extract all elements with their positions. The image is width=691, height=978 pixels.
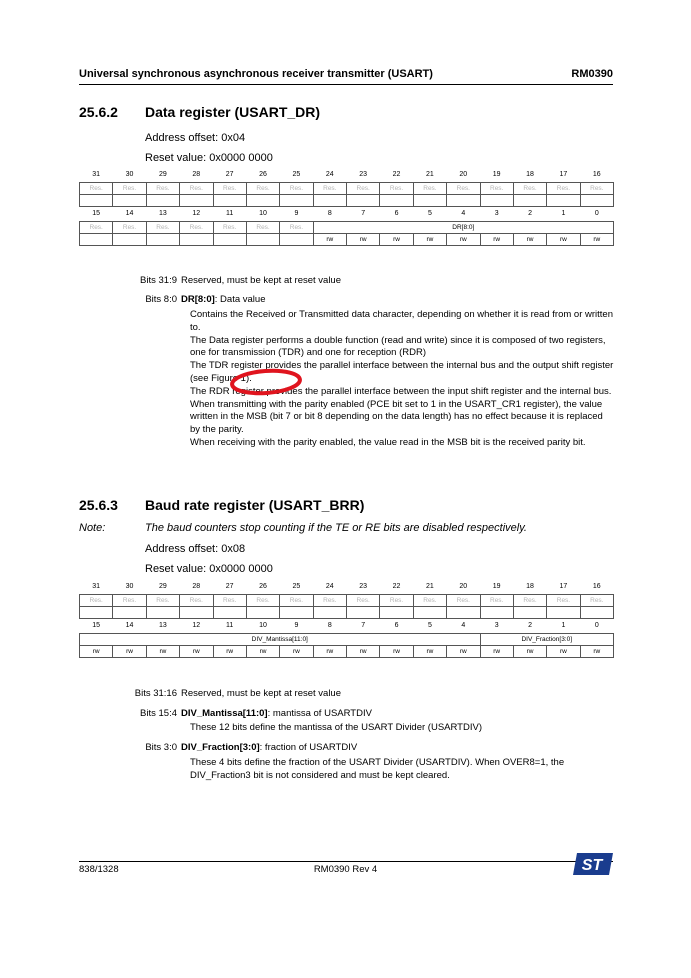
empty-access-cell bbox=[513, 195, 546, 207]
empty-access-cell bbox=[146, 607, 179, 619]
reserved-bit: Res. bbox=[146, 222, 179, 234]
field-name-line bbox=[181, 708, 372, 721]
bit-number: 26 bbox=[259, 583, 267, 590]
empty-access-cell bbox=[347, 195, 380, 207]
bit-number: 23 bbox=[359, 583, 368, 590]
bit-number: 12 bbox=[192, 622, 201, 629]
bit-number: 19 bbox=[492, 171, 501, 178]
field-name: DIV_Mantissa[11:0] bbox=[181, 708, 268, 719]
bit-number: 2 bbox=[528, 622, 533, 629]
access-rw: rw bbox=[547, 646, 580, 658]
reserved-bit: Res. bbox=[347, 595, 380, 607]
page-number: 838/1328 bbox=[79, 864, 119, 875]
bit-number: 6 bbox=[394, 622, 399, 629]
access-rw: rw bbox=[180, 646, 213, 658]
bit-number: 31 bbox=[92, 171, 101, 178]
reserved-bit: Res. bbox=[280, 595, 313, 607]
access-rw: rw bbox=[347, 234, 380, 246]
bit-number: 8 bbox=[327, 622, 332, 629]
bit-number: 20 bbox=[459, 583, 468, 590]
field-description: These 4 bits define the fraction of the USART Divider (USARTDIV). When OVER8=1, the DIV_Fraction3 bit is not considered and must be kept cleared. bbox=[190, 757, 565, 781]
field-div-mantissa: DIV_Mantissa[11:0] bbox=[80, 634, 481, 646]
empty-access-cell bbox=[246, 607, 279, 619]
bit-number: 4 bbox=[461, 622, 466, 629]
reserved-bit: Res. bbox=[146, 595, 179, 607]
bit-number: 4 bbox=[461, 210, 466, 217]
bit-number: 28 bbox=[192, 583, 201, 590]
field-bits: Bits 15:4 bbox=[140, 708, 177, 719]
description-paragraph: When receiving with the parity enabled, the value read in the MSB bit is the received parity bit. bbox=[190, 436, 586, 448]
bit-number: 30 bbox=[125, 171, 134, 178]
empty-access-cell bbox=[113, 195, 146, 207]
reserved-bit: Res. bbox=[180, 183, 213, 195]
field-desc: Reserved, must be kept at reset value bbox=[181, 688, 341, 699]
bit-number: 1 bbox=[561, 622, 566, 629]
bit-number: 13 bbox=[159, 622, 167, 629]
bit-number: 14 bbox=[125, 210, 134, 217]
bit-number: 25 bbox=[292, 583, 301, 590]
bit-number: 11 bbox=[226, 210, 234, 217]
bit-number: 10 bbox=[259, 210, 267, 217]
reserved-bit: Res. bbox=[280, 183, 313, 195]
reserved-bit: Res. bbox=[246, 222, 279, 234]
empty-access-cell bbox=[280, 234, 313, 246]
empty-access-cell bbox=[180, 607, 213, 619]
bit-number: 12 bbox=[192, 210, 201, 217]
bit-number: 6 bbox=[394, 210, 399, 217]
bit-number: 5 bbox=[427, 210, 432, 217]
bit-number: 27 bbox=[225, 171, 234, 178]
field-dr: DR[8:0] bbox=[313, 222, 613, 234]
empty-access-cell bbox=[547, 607, 580, 619]
header-rule bbox=[79, 84, 613, 85]
reserved-bit: Res. bbox=[80, 595, 113, 607]
empty-access-cell bbox=[513, 607, 546, 619]
address-offset: Address offset: 0x08 bbox=[145, 543, 246, 555]
bit-number: 27 bbox=[225, 583, 234, 590]
reserved-bit: Res. bbox=[80, 222, 113, 234]
section-number: 25.6.3 bbox=[79, 497, 118, 513]
reset-value: Reset value: 0x0000 0000 bbox=[145, 563, 273, 575]
field-title: : Data value bbox=[214, 294, 266, 305]
reserved-bit: Res. bbox=[113, 595, 146, 607]
reserved-bit: Res. bbox=[146, 183, 179, 195]
empty-access-cell bbox=[580, 607, 613, 619]
reserved-bit: Res. bbox=[113, 222, 146, 234]
bit-number: 30 bbox=[125, 583, 134, 590]
reserved-bit: Res. bbox=[480, 595, 513, 607]
empty-access-cell bbox=[413, 607, 446, 619]
empty-access-cell bbox=[80, 234, 113, 246]
reserved-bit: Res. bbox=[213, 183, 246, 195]
reserved-bit: Res. bbox=[447, 595, 480, 607]
bit-number: 21 bbox=[426, 583, 434, 590]
reserved-bit: Res. bbox=[80, 183, 113, 195]
field-title: : fraction of USARTDIV bbox=[259, 742, 358, 753]
document-revision: RM0390 Rev 4 bbox=[313, 864, 378, 875]
reserved-bit: Res. bbox=[280, 222, 313, 234]
bit-number: 25 bbox=[292, 171, 301, 178]
access-rw: rw bbox=[580, 646, 613, 658]
note-label: Note: bbox=[79, 522, 106, 534]
access-rw: rw bbox=[480, 234, 513, 246]
field-name-line bbox=[181, 294, 265, 307]
note-text: The baud counters stop counting if the TE or RE bits are disabled respectively. bbox=[145, 522, 527, 534]
access-rw: rw bbox=[313, 234, 346, 246]
bit-number: 16 bbox=[592, 171, 601, 178]
bit-number: 0 bbox=[594, 622, 599, 629]
bit-number: 26 bbox=[259, 171, 267, 178]
access-rw: rw bbox=[213, 646, 246, 658]
description-paragraph: The RDR register provides the parallel interface between the input shift register and the internal bus. bbox=[190, 385, 612, 397]
empty-access-cell bbox=[313, 607, 346, 619]
bit-number: 8 bbox=[327, 210, 332, 217]
field-desc: Reserved, must be kept at reset value bbox=[181, 275, 341, 286]
section-title: Baud rate register (USART_BRR) bbox=[145, 497, 365, 513]
reserved-bit: Res. bbox=[213, 222, 246, 234]
reserved-bit: Res. bbox=[313, 183, 346, 195]
empty-access-cell bbox=[313, 195, 346, 207]
field-name: DR[8:0] bbox=[181, 294, 215, 305]
bit-number: 17 bbox=[559, 583, 568, 590]
empty-access-cell bbox=[380, 607, 413, 619]
empty-access-cell bbox=[447, 607, 480, 619]
field-bits: Bits 8:0 bbox=[145, 294, 177, 305]
bit-number: 24 bbox=[325, 171, 334, 178]
access-rw: rw bbox=[447, 234, 480, 246]
register-table-dr bbox=[79, 168, 614, 246]
description-paragraph: When transmitting with the parity enabled (PCE bit set to 1 in the USART_CR1 register), the value written in the MSB (bit 7 or bit 8 depending on the data length) has no effect because it is replaced by the parity. bbox=[190, 398, 603, 436]
bit-number: 19 bbox=[492, 583, 501, 590]
reserved-bit: Res. bbox=[347, 183, 380, 195]
field-bits: Bits 31:16 bbox=[134, 688, 177, 699]
empty-access-cell bbox=[180, 234, 213, 246]
bit-number: 17 bbox=[559, 171, 568, 178]
access-rw: rw bbox=[313, 646, 346, 658]
empty-access-cell bbox=[547, 195, 580, 207]
bit-number: 2 bbox=[528, 210, 533, 217]
empty-access-cell bbox=[413, 195, 446, 207]
reserved-bit: Res. bbox=[580, 183, 613, 195]
reset-value: Reset value: 0x0000 0000 bbox=[145, 152, 273, 164]
empty-access-cell bbox=[280, 607, 313, 619]
bit-number: 23 bbox=[359, 171, 368, 178]
access-rw: rw bbox=[547, 234, 580, 246]
reserved-bit: Res. bbox=[313, 595, 346, 607]
empty-access-cell bbox=[213, 607, 246, 619]
empty-access-cell bbox=[347, 607, 380, 619]
bit-number: 11 bbox=[226, 622, 234, 629]
bit-number: 15 bbox=[92, 622, 101, 629]
empty-access-cell bbox=[180, 195, 213, 207]
reserved-bit: Res. bbox=[246, 183, 279, 195]
bit-number: 18 bbox=[526, 171, 534, 178]
empty-access-cell bbox=[80, 195, 113, 207]
bit-number: 29 bbox=[159, 171, 167, 178]
bit-number: 22 bbox=[392, 171, 401, 178]
access-rw: rw bbox=[480, 646, 513, 658]
bit-number: 22 bbox=[392, 583, 401, 590]
reserved-bit: Res. bbox=[413, 183, 446, 195]
access-rw: rw bbox=[513, 234, 546, 246]
empty-access-cell bbox=[213, 234, 246, 246]
access-rw: rw bbox=[513, 646, 546, 658]
access-rw: rw bbox=[580, 234, 613, 246]
field-div-fraction: DIV_Fraction[3:0] bbox=[480, 634, 614, 646]
empty-access-cell bbox=[480, 195, 513, 207]
empty-access-cell bbox=[246, 195, 279, 207]
section-number: 25.6.2 bbox=[79, 104, 118, 120]
bit-number: 29 bbox=[159, 583, 167, 590]
field-name-line bbox=[181, 742, 357, 755]
empty-access-cell bbox=[113, 234, 146, 246]
bit-number: 7 bbox=[361, 622, 366, 629]
empty-access-cell bbox=[380, 195, 413, 207]
bit-number: 7 bbox=[361, 210, 366, 217]
description-paragraph: The TDR register provides the parallel interface between the internal bus and the output shift register (see Figure 1). bbox=[190, 360, 614, 384]
empty-access-cell bbox=[146, 234, 179, 246]
access-rw: rw bbox=[80, 646, 113, 658]
bit-number: 20 bbox=[459, 171, 468, 178]
reserved-bit: Res. bbox=[413, 595, 446, 607]
bit-number: 24 bbox=[325, 583, 334, 590]
access-rw: rw bbox=[380, 646, 413, 658]
empty-access-cell bbox=[580, 195, 613, 207]
bit-number: 31 bbox=[92, 583, 101, 590]
reserved-bit: Res. bbox=[547, 183, 580, 195]
register-table-brr bbox=[79, 580, 614, 658]
description-paragraph: The Data register performs a double function (read and write) since it is composed of two registers, one for transmission (TDR) and one for reception (RDR) bbox=[190, 334, 606, 359]
bit-number: 3 bbox=[494, 622, 499, 629]
bit-number: 10 bbox=[259, 622, 267, 629]
field-description: These 12 bits define the mantissa of the USART Divider (USARTDIV) bbox=[190, 722, 482, 733]
svg-text:ST: ST bbox=[581, 857, 603, 874]
empty-access-cell bbox=[80, 607, 113, 619]
reserved-bit: Res. bbox=[513, 183, 546, 195]
bit-number: 14 bbox=[125, 622, 134, 629]
bit-number: 28 bbox=[192, 171, 201, 178]
empty-access-cell bbox=[447, 195, 480, 207]
bit-number: 13 bbox=[159, 210, 167, 217]
reserved-bit: Res. bbox=[580, 595, 613, 607]
reserved-bit: Res. bbox=[113, 183, 146, 195]
access-rw: rw bbox=[347, 646, 380, 658]
reserved-bit: Res. bbox=[513, 595, 546, 607]
access-rw: rw bbox=[447, 646, 480, 658]
st-logo bbox=[573, 853, 613, 875]
access-rw: rw bbox=[146, 646, 179, 658]
reserved-bit: Res. bbox=[447, 183, 480, 195]
empty-access-cell bbox=[213, 195, 246, 207]
bit-number: 0 bbox=[594, 210, 599, 217]
bit-number: 18 bbox=[526, 583, 534, 590]
bit-number: 1 bbox=[561, 210, 566, 217]
bit-number: 21 bbox=[426, 171, 434, 178]
red-circle-annotation bbox=[228, 367, 308, 397]
access-rw: rw bbox=[246, 646, 279, 658]
bit-number: 9 bbox=[294, 210, 299, 217]
footer-rule bbox=[79, 861, 613, 862]
reserved-bit: Res. bbox=[380, 183, 413, 195]
header-doc-id: RM0390 bbox=[571, 68, 613, 80]
reserved-bit: Res. bbox=[547, 595, 580, 607]
reserved-bit: Res. bbox=[380, 595, 413, 607]
field-title: : mantissa of USARTDIV bbox=[267, 708, 372, 719]
bit-number: 5 bbox=[427, 622, 432, 629]
access-rw: rw bbox=[380, 234, 413, 246]
reserved-bit: Res. bbox=[213, 595, 246, 607]
bit-number: 15 bbox=[92, 210, 101, 217]
access-rw: rw bbox=[280, 646, 313, 658]
field-bits: Bits 3:0 bbox=[145, 742, 177, 753]
empty-access-cell bbox=[113, 607, 146, 619]
description-paragraph: Contains the Received or Transmitted data character, depending on whether it is read from or written to. bbox=[190, 309, 613, 333]
reserved-bit: Res. bbox=[180, 222, 213, 234]
empty-access-cell bbox=[280, 195, 313, 207]
header-title: Universal synchronous asynchronous receiver transmitter (USART) bbox=[79, 68, 433, 80]
address-offset: Address offset: 0x04 bbox=[145, 132, 246, 144]
access-rw: rw bbox=[113, 646, 146, 658]
access-rw: rw bbox=[413, 234, 446, 246]
reserved-bit: Res. bbox=[246, 595, 279, 607]
field-name: DIV_Fraction[3:0] bbox=[181, 742, 260, 753]
reserved-bit: Res. bbox=[180, 595, 213, 607]
bit-number: 3 bbox=[494, 210, 499, 217]
reserved-bit: Res. bbox=[480, 183, 513, 195]
empty-access-cell bbox=[146, 195, 179, 207]
empty-access-cell bbox=[246, 234, 279, 246]
bit-number: 16 bbox=[592, 583, 601, 590]
access-rw: rw bbox=[413, 646, 446, 658]
section-title: Data register (USART_DR) bbox=[145, 104, 321, 120]
field-bits: Bits 31:9 bbox=[140, 275, 177, 286]
bit-number: 9 bbox=[294, 622, 299, 629]
empty-access-cell bbox=[480, 607, 513, 619]
